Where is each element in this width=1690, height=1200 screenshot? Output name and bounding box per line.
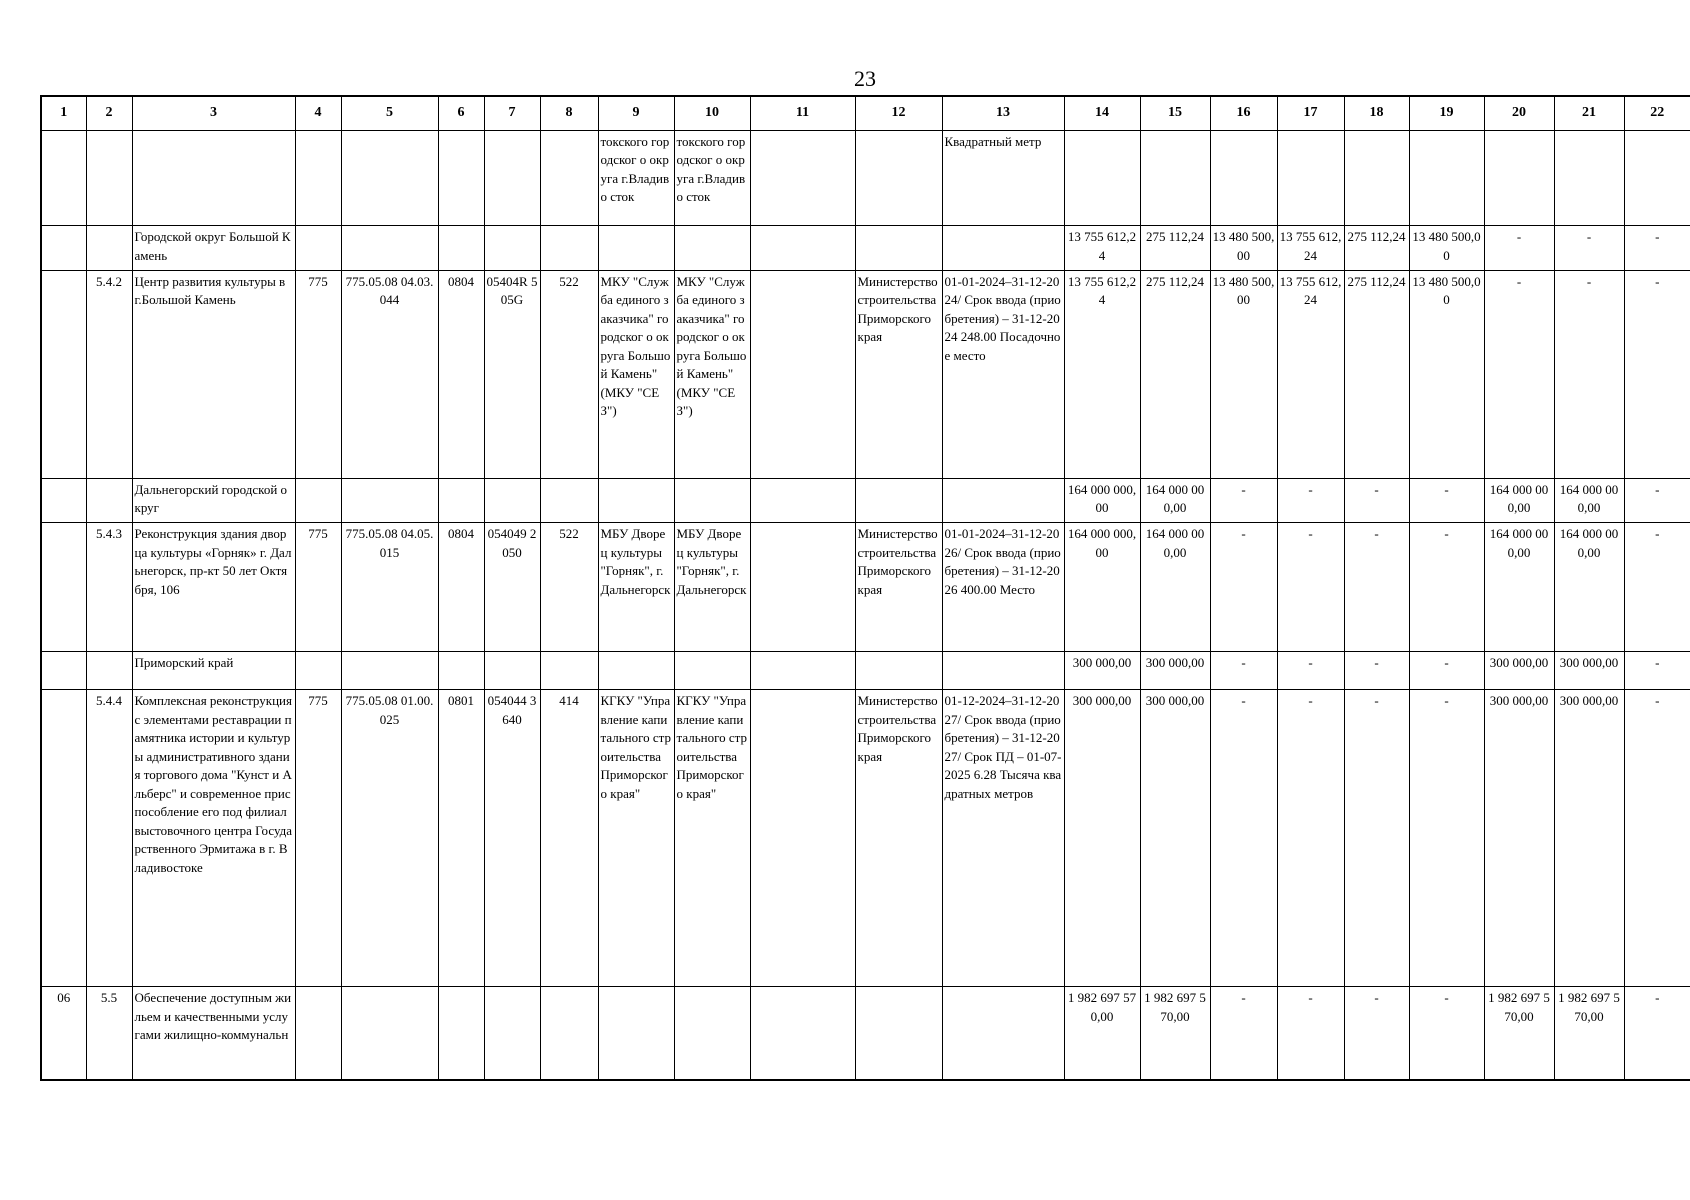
column-header: 16 (1210, 96, 1277, 130)
column-header: 8 (540, 96, 598, 130)
column-header: 22 (1624, 96, 1690, 130)
table-cell: 164 000 000,00 (1554, 478, 1624, 523)
table-cell (1344, 130, 1409, 225)
table-cell (750, 226, 855, 271)
table-row (41, 987, 1690, 1080)
header-row (41, 96, 1690, 130)
table-cell (750, 270, 855, 478)
table-cell (341, 478, 438, 523)
table-cell: 300 000,00 (1554, 652, 1624, 690)
table-cell: Комплексная реконструкция с элементами реставрации памятника истории и культуры административного здания торгового дома "Кунст и Альберс" и современное приспособление его под филиал выстовочного центра Государственного Эрмитажа в г. Владивостоке (132, 690, 295, 987)
table-cell (598, 226, 674, 271)
table-cell: 1 982 697 570,00 (1484, 987, 1554, 1080)
table-cell (295, 226, 341, 271)
column-header: 20 (1484, 96, 1554, 130)
table-cell (942, 987, 1064, 1080)
table-cell: 05404R 505G (484, 270, 540, 478)
table-cell: - (1344, 690, 1409, 987)
table-cell: 522 (540, 523, 598, 652)
table-row (41, 226, 1690, 271)
column-header: 21 (1554, 96, 1624, 130)
table-cell (674, 478, 750, 523)
table-cell: Реконструкция здания дворца культуры «Горняк» г. Дальнегорск, пр-кт 50 лет Октября, 106 (132, 523, 295, 652)
table-cell: - (1344, 523, 1409, 652)
table-cell: 164 000 000,00 (1484, 478, 1554, 523)
table-cell (540, 987, 598, 1080)
table-cell: - (1344, 652, 1409, 690)
table-row (41, 478, 1690, 523)
table-cell: 164 000 000,00 (1140, 523, 1210, 652)
table-cell: 1 982 697 570,00 (1554, 987, 1624, 1080)
table-cell: 775 (295, 270, 341, 478)
table-cell: 300 000,00 (1140, 690, 1210, 987)
table-cell (86, 478, 132, 523)
table-cell: - (1210, 478, 1277, 523)
table-cell: 775.05.08 04.05.015 (341, 523, 438, 652)
table-cell (41, 130, 86, 225)
table-cell (1624, 130, 1690, 225)
table-cell: 0801 (438, 690, 484, 987)
table-row (41, 270, 1690, 478)
table-cell: 300 000,00 (1064, 690, 1140, 987)
table-cell: 275 112,24 (1344, 226, 1409, 271)
table-cell: МКУ "Служба единого заказчика" городског о округа Большой Камень" (МКУ "СЕЗ") (674, 270, 750, 478)
table-cell (438, 478, 484, 523)
column-header: 11 (750, 96, 855, 130)
table-cell (750, 130, 855, 225)
table-cell (942, 226, 1064, 271)
table-cell: 164 000 000,00 (1554, 523, 1624, 652)
table-cell: 5.4.2 (86, 270, 132, 478)
column-header: 10 (674, 96, 750, 130)
table-cell (855, 987, 942, 1080)
table-cell: - (1409, 523, 1484, 652)
table-cell: 300 000,00 (1064, 652, 1140, 690)
table-cell: 300 000,00 (1484, 652, 1554, 690)
table-cell: 775.05.08 04.03.044 (341, 270, 438, 478)
table-cell: - (1409, 690, 1484, 987)
table-cell: - (1210, 690, 1277, 987)
table-cell (86, 130, 132, 225)
table-cell: 275 112,24 (1140, 226, 1210, 271)
table-cell: 1 982 697 570,00 (1064, 987, 1140, 1080)
table-cell (540, 130, 598, 225)
column-header: 5 (341, 96, 438, 130)
table-cell: 01-01-2024–31-12-2024/ Срок ввода (приобретения) – 31-12-2024 248.00 Посадочное место (942, 270, 1064, 478)
table-cell: 775 (295, 690, 341, 987)
table-cell: Центр развития культуры в г.Большой Камень (132, 270, 295, 478)
table-cell: - (1624, 987, 1690, 1080)
table-cell (674, 987, 750, 1080)
table-cell: - (1409, 652, 1484, 690)
table-cell (132, 130, 295, 225)
table-cell (341, 226, 438, 271)
column-header: 3 (132, 96, 295, 130)
table-cell (484, 130, 540, 225)
column-header: 2 (86, 96, 132, 130)
table-cell (341, 652, 438, 690)
page-number: 23 (854, 66, 876, 91)
table-cell (674, 226, 750, 271)
table-cell: 5.4.4 (86, 690, 132, 987)
table-cell: - (1210, 987, 1277, 1080)
table-cell: 300 000,00 (1140, 652, 1210, 690)
table-cell (750, 523, 855, 652)
column-header: 13 (942, 96, 1064, 130)
table-cell: - (1624, 478, 1690, 523)
column-header: 4 (295, 96, 341, 130)
column-header: 9 (598, 96, 674, 130)
table-cell: 275 112,24 (1140, 270, 1210, 478)
table-cell (41, 652, 86, 690)
column-header: 19 (1409, 96, 1484, 130)
table-row (41, 130, 1690, 225)
table-cell: - (1277, 523, 1344, 652)
table-cell (341, 987, 438, 1080)
table-cell: - (1554, 226, 1624, 271)
table-cell: Дальнегорский городской округ (132, 478, 295, 523)
table-cell: Министерство строительства Приморского края (855, 270, 942, 478)
table-cell: 13 755 612,24 (1064, 226, 1140, 271)
table-cell: 164 000 000,00 (1064, 478, 1140, 523)
table-cell: 054049 2050 (484, 523, 540, 652)
table-cell: 164 000 000,00 (1484, 523, 1554, 652)
table-cell (750, 652, 855, 690)
table-cell: - (1624, 652, 1690, 690)
column-header: 6 (438, 96, 484, 130)
table-cell: - (1277, 478, 1344, 523)
table-cell (750, 478, 855, 523)
table-cell: - (1624, 523, 1690, 652)
table-cell: - (1624, 690, 1690, 987)
table-cell: 775.05.08 01.00.025 (341, 690, 438, 987)
table-cell (598, 652, 674, 690)
table-cell (1277, 130, 1344, 225)
table-cell: - (1210, 523, 1277, 652)
table-cell (41, 270, 86, 478)
table-cell (750, 987, 855, 1080)
table-cell: - (1344, 478, 1409, 523)
table-cell: Министерство строительства Приморского края (855, 523, 942, 652)
table-cell: 01-12-2024–31-12-2027/ Срок ввода (приобретения) – 31-12-2027/ Срок ПД – 01-07-2025 6.28 Тысяча квадратных метров (942, 690, 1064, 987)
table-cell (1140, 130, 1210, 225)
table-cell (41, 690, 86, 987)
column-header: 17 (1277, 96, 1344, 130)
column-header: 14 (1064, 96, 1140, 130)
table-cell (1064, 130, 1140, 225)
table-cell: МКУ "Служба единого заказчика" городског о округа Большой Камень" (МКУ "СЕЗ") (598, 270, 674, 478)
table-cell: 13 755 612,24 (1277, 226, 1344, 271)
table-cell: 13 480 500,00 (1210, 270, 1277, 478)
table-cell: Квадратный метр (942, 130, 1064, 225)
table-cell (86, 652, 132, 690)
table-cell (1210, 130, 1277, 225)
table-cell: КГКУ "Управление капитального строительства Приморского края" (598, 690, 674, 987)
table-cell: 13 480 500,00 (1409, 226, 1484, 271)
table-cell (295, 987, 341, 1080)
table-cell: 5.4.3 (86, 523, 132, 652)
table-row (41, 690, 1690, 987)
table-cell: - (1277, 652, 1344, 690)
table-cell (540, 226, 598, 271)
column-header: 7 (484, 96, 540, 130)
table-cell (295, 652, 341, 690)
table-cell: 13 755 612,24 (1277, 270, 1344, 478)
table-cell: 01-01-2024–31-12-2026/ Срок ввода (приобретения) – 31-12-2026 400.00 Место (942, 523, 1064, 652)
table-cell (295, 130, 341, 225)
table-cell (438, 130, 484, 225)
table-cell: КГКУ "Управление капитального строительства Приморского края" (674, 690, 750, 987)
table-cell (484, 987, 540, 1080)
table-cell: - (1409, 987, 1484, 1080)
column-header: 15 (1140, 96, 1210, 130)
table-cell (41, 226, 86, 271)
table-cell: - (1484, 270, 1554, 478)
table-cell (855, 130, 942, 225)
table-cell: 300 000,00 (1484, 690, 1554, 987)
table-cell (438, 987, 484, 1080)
table-cell: - (1409, 478, 1484, 523)
table-cell: 13 755 612,24 (1064, 270, 1140, 478)
table-cell: 300 000,00 (1554, 690, 1624, 987)
table-cell: - (1484, 226, 1554, 271)
table-cell (484, 478, 540, 523)
table-cell (484, 226, 540, 271)
table-cell (942, 652, 1064, 690)
table-cell: 275 112,24 (1344, 270, 1409, 478)
table-cell: 164 000 000,00 (1064, 523, 1140, 652)
table-cell: 1 982 697 570,00 (1140, 987, 1210, 1080)
table-cell: 054044 3640 (484, 690, 540, 987)
table-cell (598, 987, 674, 1080)
column-header: 1 (41, 96, 86, 130)
table-cell (1554, 130, 1624, 225)
table-cell (855, 478, 942, 523)
table-cell: 164 000 000,00 (1140, 478, 1210, 523)
table-cell: токского городског о округа г.Владиво сток (674, 130, 750, 225)
table-cell: - (1344, 987, 1409, 1080)
table-cell (855, 652, 942, 690)
table-cell (41, 478, 86, 523)
table-cell: 13 480 500,00 (1409, 270, 1484, 478)
table-cell: - (1624, 270, 1690, 478)
table-cell (540, 478, 598, 523)
table-cell (1409, 130, 1484, 225)
table-cell: - (1624, 226, 1690, 271)
table-cell: - (1554, 270, 1624, 478)
table-cell (674, 652, 750, 690)
table-cell (750, 690, 855, 987)
table-cell (942, 478, 1064, 523)
column-header: 12 (855, 96, 942, 130)
table-cell: 06 (41, 987, 86, 1080)
table-cell: - (1210, 652, 1277, 690)
table-cell: Обеспечение доступным жильем и качественными услугами жилищно-коммунальн (132, 987, 295, 1080)
table-cell (598, 478, 674, 523)
table-cell (540, 652, 598, 690)
budget-table (40, 95, 1690, 1081)
table-cell: Приморский край (132, 652, 295, 690)
table-cell: 775 (295, 523, 341, 652)
table-cell (484, 652, 540, 690)
table-cell: 13 480 500,00 (1210, 226, 1277, 271)
table-cell: 522 (540, 270, 598, 478)
table-cell: МБУ Дворец культуры "Горняк", г.Дальнегорск (598, 523, 674, 652)
table-row (41, 523, 1690, 652)
table-cell: - (1277, 987, 1344, 1080)
table-cell: 5.5 (86, 987, 132, 1080)
table-cell: 414 (540, 690, 598, 987)
table-cell (1484, 130, 1554, 225)
table-row (41, 652, 1690, 690)
table-cell: 0804 (438, 270, 484, 478)
table-cell: токского городског о округа г.Владиво сток (598, 130, 674, 225)
table-cell: 0804 (438, 523, 484, 652)
table-cell: Городской округ Большой Камень (132, 226, 295, 271)
table-body (41, 96, 1690, 1080)
table-cell: Министерство строительства Приморского края (855, 690, 942, 987)
table-cell (438, 652, 484, 690)
column-header: 18 (1344, 96, 1409, 130)
table-cell (41, 523, 86, 652)
table-cell: - (1277, 690, 1344, 987)
table-cell (341, 130, 438, 225)
table-cell (86, 226, 132, 271)
table-cell: МБУ Дворец культуры "Горняк", г.Дальнегорск (674, 523, 750, 652)
table-cell (295, 478, 341, 523)
table-cell (855, 226, 942, 271)
table-cell (438, 226, 484, 271)
